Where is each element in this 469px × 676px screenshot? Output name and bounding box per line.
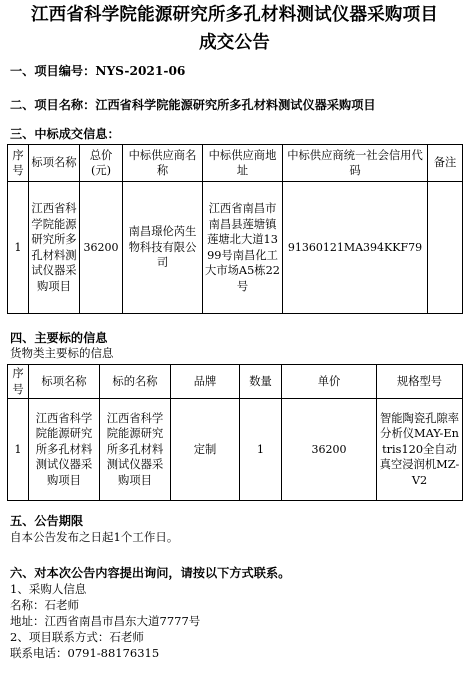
table-row <box>8 399 463 501</box>
table-header-row <box>8 365 463 399</box>
supplier-name-cell: 南昌璟伦芮生物科技有限公司 <box>123 182 203 314</box>
table-header-row <box>8 145 463 182</box>
main-items-subheading: 货物类主要标的信息 <box>10 346 114 360</box>
spec-cell: 智能陶瓷孔隙率分析仪MAY-Entris120全自动真空浸润机MZ-V2 <box>377 399 463 501</box>
column-header: 标的名称 <box>100 365 171 399</box>
column-header: 序号 <box>8 145 29 182</box>
announcement-period-heading: 五、公告期限 <box>10 514 84 528</box>
row-index: 1 <box>8 182 29 314</box>
subject-name-cell: 江西省科学院能源研究所多孔材料测试仪器采购项目 <box>100 399 171 501</box>
purchaser-address: 地址：江西省南昌市昌东大道7777号 <box>10 614 201 628</box>
page-title: 江西省科学院能源研究所多孔材料测试仪器采购项目 <box>30 5 439 25</box>
column-header: 中标供应商地址 <box>203 145 283 182</box>
note-cell <box>428 182 463 314</box>
winning-info-table <box>7 144 463 314</box>
purchaser-title: 1、采购人信息 <box>10 582 87 596</box>
column-header: 总价(元) <box>80 145 123 182</box>
column-header: 中标供应商名称 <box>123 145 203 182</box>
column-header: 单价 <box>282 365 377 399</box>
quantity-cell: 1 <box>240 399 282 501</box>
row-index: 1 <box>8 399 29 501</box>
project-number-label: 一、项目编号： <box>10 64 96 78</box>
item-name-cell: 江西省科学院能源研究所多孔材料测试仪器采购项目 <box>29 182 80 314</box>
purchaser-name: 名称：石老师 <box>10 598 79 612</box>
contact-heading: 六、对本次公告内容提出询问，请按以下方式联系。 <box>10 566 291 580</box>
column-header: 规格型号 <box>377 365 463 399</box>
unit-price-cell: 36200 <box>282 399 377 501</box>
page-subtitle: 成交公告 <box>199 33 270 53</box>
project-name-value: 江西省科学院能源研究所多孔材料测试仪器采购项目 <box>95 98 376 112</box>
project-name-row <box>10 98 376 113</box>
announcement-period-text: 自本公告发布之日起1个工作日。 <box>10 530 179 544</box>
column-header: 中标供应商统一社会信用代码 <box>283 145 428 182</box>
main-items-table <box>7 364 463 501</box>
winning-info-heading: 三、中标成交信息： <box>10 127 120 141</box>
column-header: 数量 <box>240 365 282 399</box>
project-number-value: NYS-2021-06 <box>95 64 186 78</box>
column-header: 标项名称 <box>29 145 80 182</box>
column-header: 标项名称 <box>29 365 100 399</box>
credit-code-cell: 91360121MA394KKF79 <box>283 182 428 314</box>
column-header: 品牌 <box>171 365 240 399</box>
contact-phone: 联系电话：0791-88176315 <box>10 646 160 660</box>
column-header: 序号 <box>8 365 29 399</box>
project-number-row <box>10 64 185 79</box>
project-name-label: 二、项目名称： <box>10 98 96 112</box>
column-header: 备注 <box>428 145 463 182</box>
project-contact: 2、项目联系方式：石老师 <box>10 630 144 644</box>
item-name-cell: 江西省科学院能源研究所多孔材料测试仪器采购项目 <box>29 399 100 501</box>
brand-cell: 定制 <box>171 399 240 501</box>
total-price-cell: 36200 <box>80 182 123 314</box>
supplier-address-cell: 江西省南昌市南昌县莲塘镇莲塘北大道1399号南昌化工大市场A5栋22号 <box>203 182 283 314</box>
table-row <box>8 182 463 314</box>
main-items-heading: 四、主要标的信息 <box>10 331 108 345</box>
